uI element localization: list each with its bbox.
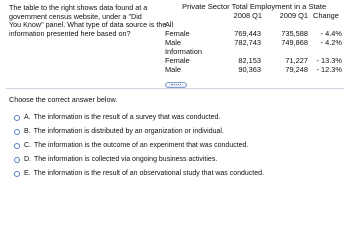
option-letter: A. <box>24 114 31 121</box>
cell-change: - 13.3% <box>316 56 342 65</box>
cell-2008: 769,443 <box>234 29 261 38</box>
radio-icon[interactable] <box>14 129 20 135</box>
row-label: All <box>165 20 174 29</box>
radio-icon[interactable] <box>14 143 20 149</box>
cell-change: - 4.4% <box>320 29 342 38</box>
question-line: information presented here based on? <box>9 29 131 39</box>
answer-option-c[interactable] <box>14 142 248 149</box>
cell-change: - 4.2% <box>320 38 342 47</box>
table-header-2008: 2008 Q1 <box>233 11 262 20</box>
option-text: The information is the result of an observational study that was conducted. <box>33 170 264 177</box>
option-letter: B. <box>24 128 31 135</box>
radio-icon[interactable] <box>14 171 20 177</box>
cell-change: - 12.3% <box>316 65 342 74</box>
table-header-change: Change <box>313 11 339 20</box>
radio-icon[interactable] <box>14 115 20 121</box>
row-label: Male <box>165 38 182 47</box>
row-label: Female <box>165 29 190 38</box>
answer-option-d[interactable] <box>14 156 217 163</box>
ellipsis-icon <box>171 84 181 86</box>
cell-2009: 735,588 <box>281 29 308 38</box>
option-text: The information is collected via ongoing business activities. <box>34 156 218 163</box>
table-header-2009: 2009 Q1 <box>279 11 308 20</box>
cell-2008: 782,743 <box>234 38 261 47</box>
question-line: government census website, under a "Did <box>9 11 142 21</box>
answer-option-a[interactable] <box>14 114 220 121</box>
cell-2009: 79,248 <box>285 65 308 74</box>
answer-option-b[interactable] <box>14 128 224 135</box>
cell-2009: 71,227 <box>285 56 308 65</box>
divider <box>6 88 344 89</box>
row-label: Male <box>165 65 182 74</box>
cell-2008: 90,363 <box>238 65 261 74</box>
row-label: Information <box>165 47 202 56</box>
question-line: The table to the right shows data found at a <box>9 3 148 12</box>
option-letter: C. <box>24 142 31 149</box>
option-letter: E. <box>24 170 31 177</box>
option-text: The information is distributed by an organization or individual. <box>33 128 224 135</box>
radio-icon[interactable] <box>14 157 20 163</box>
option-text: The information is the result of a survey that was conducted. <box>33 114 221 121</box>
table-title: Private Sector Total Employment in a State <box>182 2 327 11</box>
row-label: Female <box>165 56 190 65</box>
option-letter: D. <box>24 156 31 163</box>
cell-2009: 749,868 <box>281 38 308 47</box>
instruction-text: Choose the correct answer below. <box>9 95 118 104</box>
answer-option-e[interactable] <box>14 170 264 177</box>
option-text: The information is the outcome of an experiment that was conducted. <box>34 142 249 149</box>
question-line: You Know" panel. What type of data source is the <box>9 20 167 30</box>
cell-2008: 82,153 <box>238 56 261 65</box>
